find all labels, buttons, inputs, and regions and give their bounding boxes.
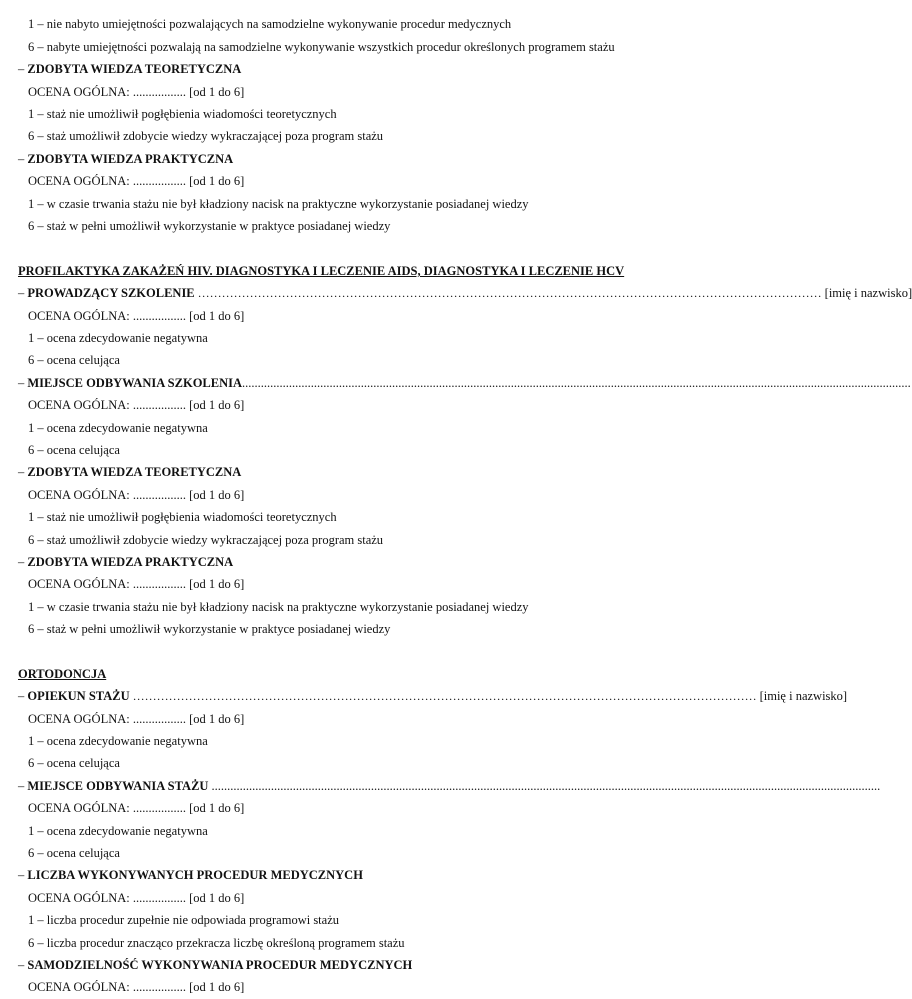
internship-place-field[interactable] xyxy=(18,779,881,794)
scale-desc-6: 6 – liczba procedur znacząco przekracza liczbę określoną programem stażu xyxy=(28,936,405,950)
supervisor-name-field[interactable] xyxy=(18,689,848,704)
criterion-title: ZDOBYTA WIEDZA PRAKTYCZNA xyxy=(27,555,234,569)
overall-rating-field[interactable]: OCENA OGÓLNA: ................. [od 1 do 6] xyxy=(28,309,245,323)
scale-desc-6: 6 – ocena celująca xyxy=(28,443,120,457)
overall-rating-field[interactable]: OCENA OGÓLNA: ................. [od 1 do 6] xyxy=(28,174,245,188)
fill-in-leader[interactable]: ...................................................................................................................................................................................................................... xyxy=(211,779,881,793)
scale-desc-6: 6 – ocena celująca xyxy=(28,846,120,860)
section-title-hiv: PROFILAKTYKA ZAKAŻEŃ HIV. DIAGNOSTYKA I LECZENIE AIDS, DIAGNOSTYKA I LECZENIE HCV xyxy=(18,264,625,278)
overall-rating-field[interactable]: OCENA OGÓLNA: ................. [od 1 do 6] xyxy=(28,980,245,994)
dash: – xyxy=(18,779,25,793)
criterion-heading xyxy=(18,555,233,570)
scale-desc-6: 6 – ocena celująca xyxy=(28,756,120,770)
criterion-title: ZDOBYTA WIEDZA TEORETYCZNA xyxy=(27,465,242,479)
scale-desc-1: 1 – ocena zdecydowanie negatywna xyxy=(28,824,208,838)
scale-desc-1: 1 – staż nie umożliwił pogłębienia wiadomości teoretycznych xyxy=(28,510,337,524)
dash: – xyxy=(18,376,25,390)
scale-desc-6: 6 – staż w pełni umożliwił wykorzystanie w praktyce posiadanej wiedzy xyxy=(28,622,391,636)
scale-desc-1: 1 – w czasie trwania stażu nie był kładziony nacisk na praktyczne wykorzystanie posiadanej wiedzy xyxy=(28,600,529,614)
scale-desc-1: 1 – staż nie umożliwił pogłębienia wiadomości teoretycznych xyxy=(28,107,337,121)
criterion-title: MIEJSCE ODBYWANIA STAŻU xyxy=(27,779,209,793)
scale-desc-6: 6 – ocena celująca xyxy=(28,353,120,367)
dash: – xyxy=(18,62,25,76)
overall-rating-field[interactable]: OCENA OGÓLNA: ................. [od 1 do 6] xyxy=(28,712,245,726)
dash: – xyxy=(18,152,25,166)
criterion-heading xyxy=(18,868,363,883)
criterion-title: PROWADZĄCY SZKOLENIE xyxy=(27,286,195,300)
instructor-name-field[interactable] xyxy=(18,286,912,301)
criterion-heading xyxy=(18,286,195,301)
criterion-title: ZDOBYTA WIEDZA PRAKTYCZNA xyxy=(27,152,234,166)
overall-rating-field[interactable]: OCENA OGÓLNA: ................. [od 1 do 6] xyxy=(28,398,245,412)
dash: – xyxy=(18,286,25,300)
criterion-heading xyxy=(18,689,130,704)
fill-in-leader[interactable]: ...................................................................................................................................................................................................................... xyxy=(242,376,911,390)
overall-rating-field[interactable]: OCENA OGÓLNA: ................. [od 1 do 6] xyxy=(28,577,245,591)
fill-in-leader[interactable]: ………………………………………………………………………………………………………………………………………… xyxy=(197,286,822,300)
criterion-heading xyxy=(18,376,242,391)
scale-desc-6: 6 – staż umożliwił zdobycie wiedzy wykraczającej poza program stażu xyxy=(28,129,384,143)
overall-rating-field[interactable]: OCENA OGÓLNA: ................. [od 1 do 6] xyxy=(28,488,245,502)
dash: – xyxy=(18,689,25,703)
training-place-field[interactable] xyxy=(18,376,911,391)
scale-desc-1: 1 – ocena zdecydowanie negatywna xyxy=(28,331,208,345)
scale-desc-1: 1 – w czasie trwania stażu nie był kładziony nacisk na praktyczne wykorzystanie posiadanej wiedzy xyxy=(28,197,529,211)
scale-desc-1: 1 – liczba procedur zupełnie nie odpowiada programowi stażu xyxy=(28,913,339,927)
criterion-heading xyxy=(18,152,233,167)
criterion-heading xyxy=(18,465,241,480)
scale-desc-1: 1 – nie nabyto umiejętności pozwalających na samodzielne wykonywanie procedur medycznych xyxy=(28,17,512,31)
scale-desc-6: 6 – staż umożliwił zdobycie wiedzy wykraczającej poza program stażu xyxy=(28,533,384,547)
scale-desc-1: 1 – ocena zdecydowanie negatywna xyxy=(28,421,208,435)
scale-desc-1: 1 – ocena zdecydowanie negatywna xyxy=(28,734,208,748)
criterion-heading xyxy=(18,62,241,77)
overall-rating-field[interactable]: OCENA OGÓLNA: ................. [od 1 do 6] xyxy=(28,801,245,815)
criterion-title: LICZBA WYKONYWANYCH PROCEDUR MEDYCZNYCH xyxy=(27,868,363,882)
overall-rating-field[interactable]: OCENA OGÓLNA: ................. [od 1 do 6] xyxy=(28,891,245,905)
criterion-title: ZDOBYTA WIEDZA TEORETYCZNA xyxy=(27,62,242,76)
field-hint: [imię i nazwisko] xyxy=(824,286,912,300)
section-title-orthodontics: ORTODONCJA xyxy=(18,667,107,681)
criterion-title: SAMODZIELNOŚĆ WYKONYWANIA PROCEDUR MEDYCZNYCH xyxy=(27,958,413,972)
fill-in-leader[interactable]: ………………………………………………………………………………………………………………………………………… xyxy=(132,689,757,703)
dash: – xyxy=(18,958,25,972)
scale-desc-6: 6 – staż w pełni umożliwił wykorzystanie w praktyce posiadanej wiedzy xyxy=(28,219,391,233)
criterion-heading xyxy=(18,958,412,973)
overall-rating-field[interactable]: OCENA OGÓLNA: ................. [od 1 do 6] xyxy=(28,85,245,99)
criterion-heading xyxy=(18,779,208,794)
dash: – xyxy=(18,868,25,882)
scale-desc-6: 6 – nabyte umiejętności pozwalają na samodzielne wykonywanie wszystkich procedur określonych programem stażu xyxy=(28,40,615,54)
criterion-title: MIEJSCE ODBYWANIA SZKOLENIA xyxy=(27,376,243,390)
field-hint: [imię i nazwisko] xyxy=(759,689,848,703)
dash: – xyxy=(18,465,25,479)
dash: – xyxy=(18,555,25,569)
criterion-title: OPIEKUN STAŻU xyxy=(27,689,130,703)
